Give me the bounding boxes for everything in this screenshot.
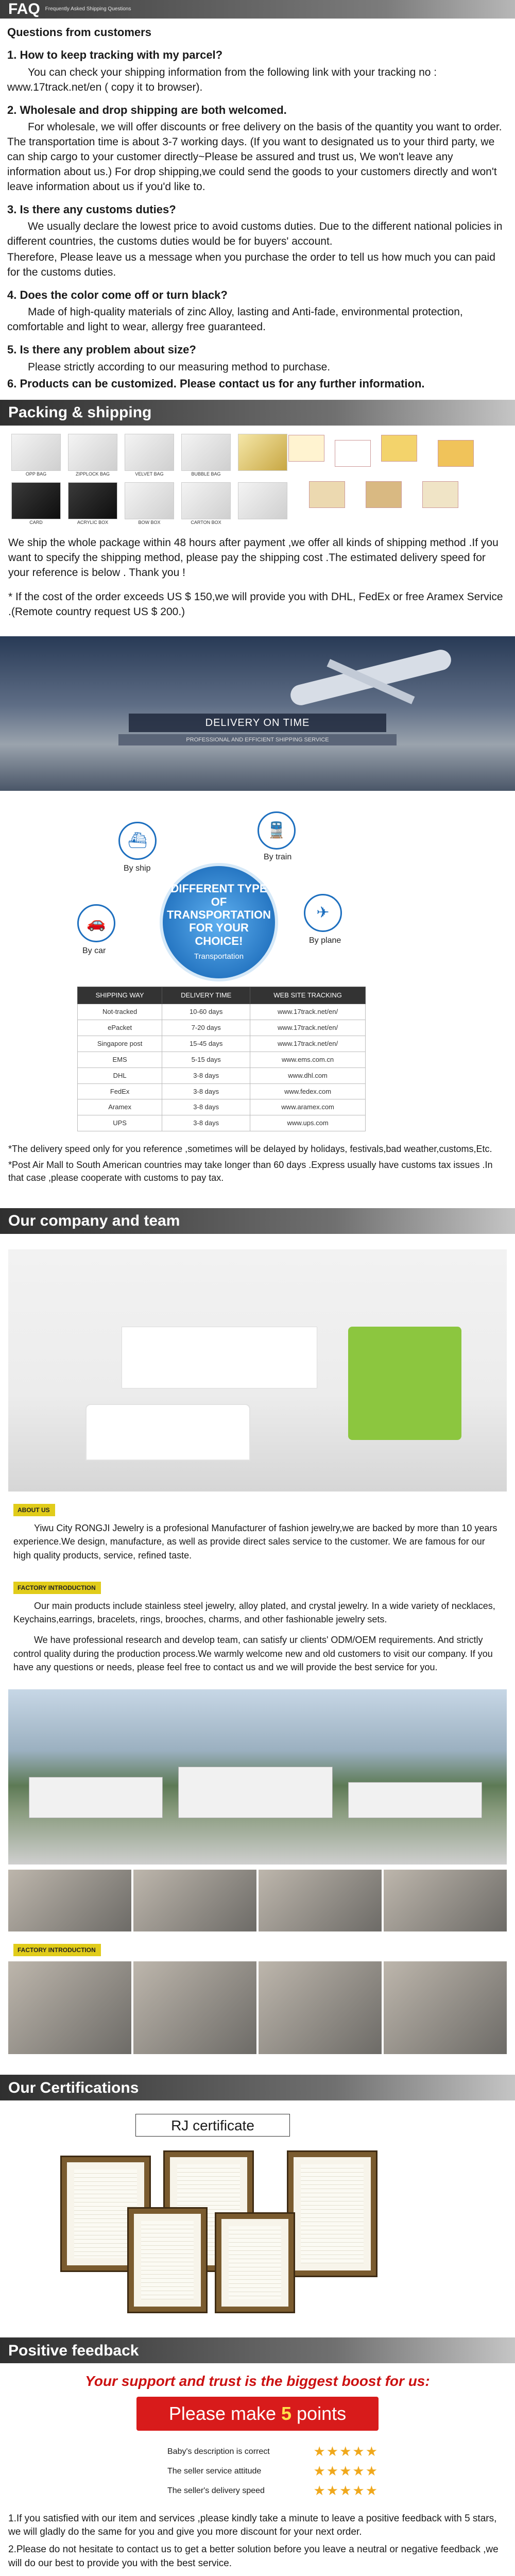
table-cell: 10-60 days xyxy=(162,1004,250,1020)
packing-photos xyxy=(288,435,494,522)
about-us-chip: ABOUT US xyxy=(13,1504,55,1517)
table-cell: 3-8 days xyxy=(162,1067,250,1083)
faq-question: 5. Is there any problem about size? xyxy=(7,343,196,357)
packing-item-label: CARTON BOX xyxy=(191,520,221,526)
shipping-table-body xyxy=(78,1004,366,1131)
table-cell: www.fedex.com xyxy=(250,1083,366,1099)
rating-row xyxy=(136,2481,379,2501)
rating-label: The seller's delivery speed xyxy=(167,2486,265,2495)
package-icon xyxy=(288,435,324,462)
factory-paragraph-1: Our main products include stainless steel jewelry, alloy plated, and crystal jewelry. In a wide variety of necklaces, Keychains,earrings, bracelets, rings, brooches, charms, and other fashionable jewelry sets. xyxy=(13,1601,495,1625)
table-row xyxy=(78,1020,366,1036)
faq-question: 3. Is there any customs duties? xyxy=(7,202,176,216)
faq-answer: Made of high-quality materials of zinc Alloy, lasting and Anti-fade, environmental protection, comfortable and light to wear, allergy free guaranteed. xyxy=(7,306,463,333)
about-us-text xyxy=(0,1521,515,1562)
packing-item xyxy=(125,434,174,477)
packing-item-label: CARD xyxy=(29,520,43,526)
delivery-banner xyxy=(0,636,515,791)
table-row xyxy=(78,1004,366,1020)
table-cell: www.17track.net/en/ xyxy=(250,1020,366,1036)
faq-bar-title: FAQ xyxy=(8,1,40,18)
make-points-pre: Please make xyxy=(168,2402,281,2424)
faq-closing: 6. Products can be customized. Please contact us for any further information. xyxy=(7,377,425,390)
shipping-paragraph-1: We ship the whole package within 48 hours after payment ,we offer all kinds of shipping method .If you want to specify the shipping method, please pay the shipping cost .The estimated delivery speed for your reference is below . Thank you ! xyxy=(8,537,499,579)
packing-item-label: ACRYLIC BOX xyxy=(77,520,109,526)
packing-item xyxy=(238,482,287,526)
packing-image xyxy=(181,434,231,471)
faq-bar xyxy=(0,0,515,19)
bubble-envelope-icon xyxy=(381,435,417,462)
table-cell: Not-tracked xyxy=(78,1004,162,1020)
workshop-photos xyxy=(8,1870,507,1931)
delivery-banner-text: DELIVERY ON TIME xyxy=(129,714,386,732)
feedback-headline: Your support and trust is the biggest boost for us: xyxy=(85,2373,430,2389)
shipping-table xyxy=(77,987,366,1131)
table-cell: www.dhl.com xyxy=(250,1067,366,1083)
faq-answer: You can check your shipping information from the following link with your tracking no : www.17track.net/en ( copy it to browser). xyxy=(7,66,437,93)
make-points-post: points xyxy=(291,2402,347,2424)
packing-item xyxy=(68,434,117,477)
packing-bar xyxy=(0,400,515,426)
rating-label: The seller service attitude xyxy=(167,2466,262,2476)
carton-box-icon xyxy=(309,481,345,508)
transport-hub-title: DIFFERENT TYPE OF TRANSPORTATION FOR YOUR CHOICE! xyxy=(166,882,271,947)
faq-question: 1. How to keep tracking with my parcel? xyxy=(7,48,223,62)
factory-photo xyxy=(8,1689,507,1865)
table-row xyxy=(78,1067,366,1083)
transport-diagram xyxy=(0,791,515,981)
table-row xyxy=(78,1052,366,1067)
table-cell: www.17track.net/en/ xyxy=(250,1004,366,1020)
factory-building-1 xyxy=(29,1777,163,1818)
faq-question: 2. Wholesale and drop shipping are both welcomed. xyxy=(7,103,287,116)
mode-ship-label: By ship xyxy=(124,863,151,873)
mode-car-label: By car xyxy=(82,946,106,955)
certifications-bar xyxy=(0,2075,515,2100)
faq-answer: Please strictly according to our measuring method to purchase. xyxy=(28,361,331,373)
workshop-photo xyxy=(384,1870,507,1931)
workshop-photo xyxy=(259,1961,382,2054)
packing-image xyxy=(238,482,287,519)
table-cell: www.aramex.com xyxy=(250,1099,366,1115)
faq-question: 4. Does the color come off or turn black? xyxy=(7,289,228,302)
mode-plane-label: By plane xyxy=(309,936,341,945)
rating-label: Baby's description is correct xyxy=(167,2447,270,2456)
packing-item xyxy=(181,482,231,526)
certificate-frame xyxy=(216,2214,294,2312)
ship-icon: ⛴ xyxy=(118,822,157,860)
certificate-frame xyxy=(129,2209,206,2312)
factory-intro-text xyxy=(0,1599,515,1673)
star-rating-icon: ★★★★★ xyxy=(313,2443,379,2459)
envelope-icon xyxy=(438,440,474,467)
packing-item xyxy=(238,434,287,477)
shipping-note-1: *The delivery speed only for you reference ,sometimes will be delayed by holidays, festivals,bad weather,customs,Etc. xyxy=(8,1144,492,1155)
rating-list xyxy=(136,2442,379,2501)
company-bar-title: Our company and team xyxy=(8,1212,180,1230)
certificate-frame xyxy=(288,2152,376,2276)
factory-intro-chip: FACTORY INTRODUCTION xyxy=(13,1582,101,1595)
shipping-table-header xyxy=(78,987,366,1004)
feedback-paragraph-2: 2.Please do not hesitate to contact us to get a better solution before you leave a neutral or negative feedback ,we will do our best to provide you with the best service. xyxy=(8,2544,499,2569)
train-icon: 🚆 xyxy=(258,811,296,850)
packing-item xyxy=(11,434,61,477)
factory-paragraph-2: We have professional research and develop team, can satisfy ur clients' ODM/OEM requirements. And strictly control quality during the production process.We warmly welcome new and old customers to visit our company. If you have any questions or needs, please feel free to contact us and we will provide the best service for you. xyxy=(13,1635,493,1672)
table-row xyxy=(78,1115,366,1131)
table-cell: 3-8 days xyxy=(162,1099,250,1115)
packing-item-label: BOW BOX xyxy=(138,520,161,526)
table-row xyxy=(78,1036,366,1052)
faq-list xyxy=(7,47,508,375)
table-cell: www.17track.net/en/ xyxy=(250,1036,366,1052)
showroom-wall xyxy=(122,1327,317,1388)
make-points-number: 5 xyxy=(281,2402,292,2424)
certifications-bar-title: Our Certifications xyxy=(8,2079,139,2096)
about-us-paragraph: Yiwu City RONGJI Jewelry is a profesional Manufacturer of fashion jewelry,we are backed by more than 10 years experience.We design, manufacture, as well as provide direct sales service to the customer. We are famous for our high quality products, service, refined taste. xyxy=(13,1523,497,1561)
make-points-banner xyxy=(136,2397,379,2431)
factory-intro-chip-2: FACTORY INTRODUCTION xyxy=(13,1944,101,1957)
feedback-text xyxy=(0,2507,515,2576)
table-cell: 5-15 days xyxy=(162,1052,250,1067)
table-cell: ePacket xyxy=(78,1020,162,1036)
packing-image xyxy=(11,482,61,519)
packing-item-label: VELVET BAG xyxy=(135,471,164,477)
transport-hub-subtitle: Transportation xyxy=(194,952,244,961)
packing-image xyxy=(11,434,61,471)
workshop-photos-2 xyxy=(8,1961,507,2054)
star-rating-icon: ★★★★★ xyxy=(313,2463,379,2479)
packing-item-label: OPP BAG xyxy=(25,471,47,477)
packing-item-label: BUBBLE BAG xyxy=(191,471,221,477)
rating-row xyxy=(136,2442,379,2462)
packing-image xyxy=(125,482,174,519)
packing-item xyxy=(125,482,174,526)
shipping-text xyxy=(0,529,515,636)
table-cell: 15-45 days xyxy=(162,1036,250,1052)
faq-answer: Therefore, Please leave us a message when you purchase the order to tell us how much you can paid for the customs duties. xyxy=(7,251,495,279)
company-bar xyxy=(0,1208,515,1234)
table-cell: FedEx xyxy=(78,1083,162,1099)
packing-section xyxy=(0,426,515,529)
packing-image xyxy=(125,434,174,471)
mode-train-label: By train xyxy=(264,852,292,861)
certificate-label: RJ certificate xyxy=(135,2114,290,2137)
faq-answer: For wholesale, we will offer discounts or free delivery on the basis of the quantity you want to order. The transportation time is about 3-7 working days. (If you want to designated us to your third party, we can ship cargo to your customer directly~Please be assured and trust us, We won't leave any information about us.) For drop shipping,we could send the goods to your customers directly and won't leave information about us if you'd like to. xyxy=(7,121,502,193)
shipping-paragraph-2: * If the cost of the order exceeds US $ 150,we will provide you with DHL, FedEx or free Aramex Service .(Remote country request US $ 200.) xyxy=(8,590,503,618)
certificates-section xyxy=(0,2100,515,2322)
feedback-bar-title: Positive feedback xyxy=(8,2342,139,2359)
faq-section xyxy=(0,19,515,397)
transport-hub xyxy=(160,863,278,981)
table-cell: www.ems.com.cn xyxy=(250,1052,366,1067)
packing-bar-title: Packing & shipping xyxy=(8,404,152,421)
table-cell: Aramex xyxy=(78,1099,162,1115)
packing-item-label: ZIPPLOCK BAG xyxy=(75,471,110,477)
plane-icon: ✈ xyxy=(304,894,342,932)
table-cell: UPS xyxy=(78,1115,162,1131)
shipping-table-header-cell: DELIVERY TIME xyxy=(162,987,250,1004)
shipping-note-2: *Post Air Mall to South American countries may take longer than 60 days .Express usually have customs tax issues .In that case ,please cooperate with customs to pay tax. xyxy=(8,1160,493,1183)
jewelry-bag-icon xyxy=(335,440,371,467)
shipping-notes xyxy=(0,1140,515,1208)
shipping-table-header-cell: SHIPPING WAY xyxy=(78,987,162,1004)
shipping-table-header-cell: WEB SITE TRACKING xyxy=(250,987,366,1004)
table-cell: 7-20 days xyxy=(162,1020,250,1036)
table-cell: DHL xyxy=(78,1067,162,1083)
workshop-photo xyxy=(133,1870,256,1931)
packing-image xyxy=(68,482,117,519)
packing-item xyxy=(11,482,61,526)
feedback-paragraph-1: 1.If you satisfied with our item and services ,please kindly take a minute to leave a positive feedback with 5 stars, we will gladly do the same for you and give you more discount for your next order. xyxy=(8,2513,497,2538)
showroom-photo xyxy=(8,1249,507,1492)
delivery-banner-subtext: PROFESSIONAL AND EFFICIENT SHIPPING SERVICE xyxy=(118,734,397,745)
table-row xyxy=(78,1099,366,1115)
table-cell: Singapore post xyxy=(78,1036,162,1052)
parcel-icon xyxy=(422,481,458,508)
workshop-photo xyxy=(259,1870,382,1931)
packing-image xyxy=(238,434,287,471)
table-row xyxy=(78,1083,366,1099)
table-cell: www.ups.com xyxy=(250,1115,366,1131)
showroom-green-panel xyxy=(348,1327,461,1440)
packing-item xyxy=(181,434,231,477)
factory-building-2 xyxy=(178,1767,333,1818)
star-rating-icon: ★★★★★ xyxy=(313,2482,379,2498)
factory-building-3 xyxy=(348,1782,482,1818)
packing-image xyxy=(181,482,231,519)
carton-box-icon-2 xyxy=(366,481,402,508)
rating-row xyxy=(136,2462,379,2481)
faq-bar-subtitle: Frequently Asked Shipping Questions xyxy=(45,6,131,12)
car-icon: 🚗 xyxy=(77,904,115,942)
packing-item xyxy=(68,482,117,526)
table-cell: 3-8 days xyxy=(162,1115,250,1131)
reception-desk xyxy=(85,1404,250,1461)
faq-heading: Questions from customers xyxy=(7,26,151,39)
workshop-photo xyxy=(384,1961,507,2054)
workshop-photo xyxy=(133,1961,256,2054)
packing-image xyxy=(68,434,117,471)
table-cell: EMS xyxy=(78,1052,162,1067)
workshop-photo xyxy=(8,1870,131,1931)
workshop-photo xyxy=(8,1961,131,2054)
feedback-bar xyxy=(0,2337,515,2363)
table-cell: 3-8 days xyxy=(162,1083,250,1099)
faq-answer: We usually declare the lowest price to avoid customs duties. Due to the different national policies in different countries, the customs duties would be for buyers' account. xyxy=(7,221,503,248)
